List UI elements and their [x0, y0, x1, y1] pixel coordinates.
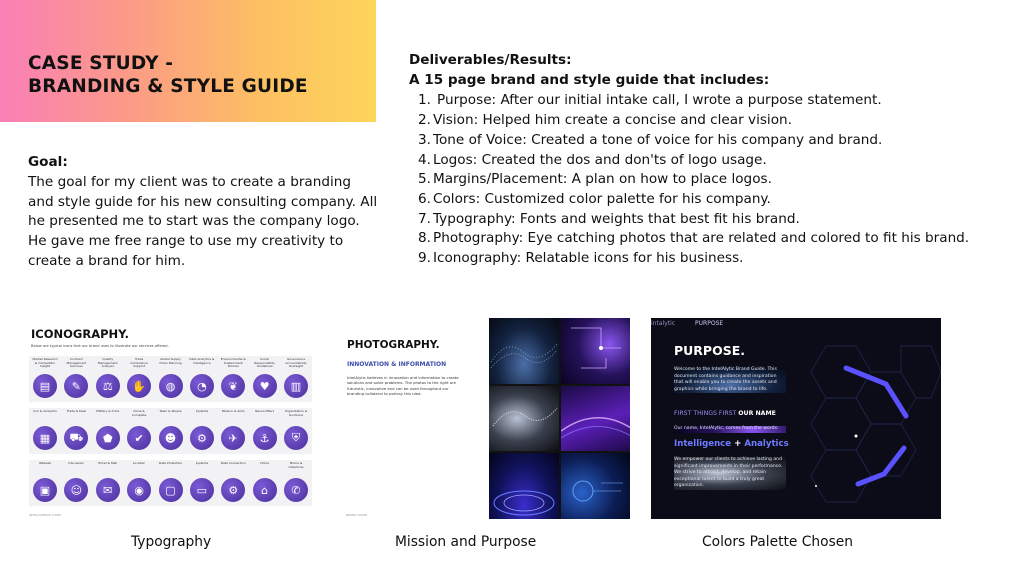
- lock-screen-icon: ▢: [159, 478, 183, 502]
- deliverable-item: [409, 91, 1019, 111]
- icon-cell: [158, 358, 184, 398]
- deliverable-item: [409, 190, 1019, 210]
- page-title-line2: BRANDING & STYLE GUIDE: [28, 76, 308, 97]
- deliverable-item: [409, 111, 1019, 131]
- icon-caption: Social Responsibility Guidelines: [254, 358, 275, 368]
- first-things-first: [674, 410, 776, 417]
- deliverable-number: 4.: [418, 151, 431, 168]
- icon-cell: [283, 462, 309, 502]
- iconography-title: ICONOGRAPHY.: [31, 327, 129, 341]
- icon-caption: Governance Accountability Oversight: [285, 358, 307, 368]
- icon-cell: [189, 462, 215, 502]
- phone-icon: ✆: [284, 478, 308, 502]
- deliverable-text: Vision: Helped him create a concise and clear vision.: [433, 112, 792, 129]
- photo-particle-wave: [489, 318, 559, 384]
- deliverables-section: [409, 51, 1019, 269]
- icon-cell: [95, 462, 121, 502]
- monitor-icon: ▭: [190, 478, 214, 502]
- contract-icon: ✎: [64, 374, 88, 398]
- iconography-thumbnail: [27, 318, 314, 519]
- deliverable-number: 1.: [418, 92, 431, 109]
- icon-cell: [126, 462, 152, 502]
- icon-cell: [252, 410, 278, 450]
- icon-cell: [189, 410, 215, 450]
- icon-cell: [63, 462, 89, 502]
- icon-cell: [126, 358, 152, 398]
- purpose-top-label: PURPOSE: [695, 320, 724, 327]
- icon-caption: Military & Arms: [96, 410, 120, 413]
- icon-caption: Phone & Cellphone: [288, 462, 304, 469]
- deliverable-number: 3.: [418, 131, 431, 148]
- map-icon: ⬟: [96, 426, 120, 450]
- icon-caption: Done & Complete: [131, 410, 147, 417]
- gear-icon: ⚙: [190, 426, 214, 450]
- icon-caption: Website: [39, 462, 51, 465]
- photo-blue-rings: [489, 453, 559, 519]
- word-analytics: Analytics: [744, 439, 789, 449]
- icon-caption: Discussion: [68, 462, 85, 465]
- icon-caption: Systems: [195, 462, 209, 465]
- deliverable-item: [409, 151, 1019, 171]
- check-icon: ✔: [127, 426, 151, 450]
- shield-icon: ⛨: [284, 426, 308, 450]
- icon-cell: [283, 358, 309, 398]
- deliverable-text: Photography: Eye catching photos that are related and colored to fit his brand.: [433, 230, 970, 247]
- iconography-footer: INTELLIGENCE GUIDE: [29, 513, 62, 517]
- purpose-brand: intalytic: [651, 320, 676, 327]
- icon-cell: [95, 410, 121, 450]
- deliverable-text: Iconography: Relatable icons for his business.: [433, 250, 744, 267]
- deliverable-item: [409, 249, 1019, 269]
- icon-row: [29, 460, 312, 506]
- deliverables-list: [409, 91, 1019, 268]
- people-icon: ☻: [159, 426, 183, 450]
- icon-caption: Data Protection: [158, 462, 183, 465]
- our-name-label: OUR NAME: [738, 410, 776, 417]
- first-things-label: FIRST THINGS FIRST: [674, 410, 737, 417]
- browser-icon: ▣: [33, 478, 57, 502]
- deliverable-text: Purpose: After our initial intake call, I wrote a purpose statement.: [437, 92, 882, 109]
- deliverable-text: Colors: Customized color palette for his company.: [433, 190, 771, 207]
- bar-chart-icon: ▦: [33, 426, 57, 450]
- ship-icon: ⚓: [253, 426, 277, 450]
- caption-mission: Mission and Purpose: [395, 534, 537, 550]
- hexagon-graphic: [786, 336, 941, 516]
- purpose-topbar: [651, 320, 723, 327]
- icon-cell: [32, 462, 58, 502]
- building-icon: ▥: [284, 374, 308, 398]
- leaf-icon: ❦: [221, 374, 245, 398]
- icon-caption: Location: [132, 462, 146, 465]
- photography-footer: BRAND GUIDE: [346, 513, 368, 517]
- icon-row: [29, 356, 312, 402]
- page-title: [28, 52, 308, 98]
- handshake-icon: ✋: [127, 374, 151, 398]
- purpose-thumbnail: [651, 318, 941, 519]
- icon-caption: Naval Affairs: [255, 410, 275, 413]
- icon-cell: [252, 462, 278, 502]
- icon-caption: Quality Management Analysis: [97, 358, 118, 368]
- icon-caption: Contract Management Services: [66, 358, 87, 368]
- purpose-title: PURPOSE.: [674, 343, 746, 358]
- iconography-subtitle: Below are typical icons that our brand uses to illustrate our services offered.: [31, 344, 169, 348]
- deliverable-number: 6.: [418, 190, 431, 207]
- icon-cell: [220, 410, 246, 450]
- mail-icon: ✉: [96, 478, 120, 502]
- analytics-icon: ◔: [190, 374, 214, 398]
- deliverable-number: 8.: [418, 230, 431, 247]
- deliverable-number: 2.: [418, 112, 431, 129]
- icon-caption: Systems: [195, 410, 209, 413]
- photo-grid: [489, 318, 630, 519]
- icon-grid: [29, 356, 312, 512]
- photography-title: PHOTOGRAPHY.: [347, 339, 440, 351]
- icon-caption: Global Supply Chain Planning: [159, 358, 182, 365]
- deliverable-number: 5.: [418, 171, 431, 188]
- photo-purple-circuit: [561, 318, 631, 384]
- photography-thumbnail: [344, 318, 489, 519]
- icon-cell: [32, 410, 58, 450]
- title-banner: [0, 0, 376, 122]
- icon-cell: [252, 358, 278, 398]
- deliverable-item: [409, 229, 1019, 249]
- deliverable-text: Margins/Placement: A plan on how to place logos.: [433, 171, 772, 188]
- intelligence-analytics: [674, 439, 789, 449]
- purpose-paragraph-2: Our name, IntelAlytic, comes from the words:: [674, 426, 786, 433]
- deliverable-text: Typography: Fonts and weights that best fit his brand.: [433, 210, 800, 227]
- photo-gray-particles: [489, 386, 559, 452]
- chart-doc-icon: ▤: [33, 374, 57, 398]
- pin-icon: ◉: [127, 478, 151, 502]
- icon-cell: [283, 410, 309, 450]
- cart-icon: ⛟: [64, 426, 88, 450]
- word-intelligence: Intelligence: [674, 439, 732, 449]
- icon-caption: Data Analytics & Intelligence: [189, 358, 215, 365]
- goal-section: [28, 153, 378, 272]
- icon-caption: Environmental & Sustainment Policies: [220, 358, 246, 368]
- icon-caption: Mission & Aims: [221, 410, 245, 413]
- purpose-paragraph-1: Welcome to the IntelAlytic Brand Guide. This document contains guidance and inspiration that will enable you to create the assets and graphics while bringing the brand to life.: [674, 367, 786, 393]
- icon-caption: Home: [260, 462, 270, 465]
- icon-cell: [63, 410, 89, 450]
- goal-heading: Goal:: [28, 154, 68, 170]
- photo-blue-tech: [561, 453, 631, 519]
- deliverables-heading: Deliverables/Results:: [409, 52, 572, 68]
- icon-cell: [32, 358, 58, 398]
- icon-caption: Team & People: [159, 410, 182, 413]
- icon-caption: Email & Mail: [98, 462, 118, 465]
- deliverables-subheading: A 15 page brand and style guide that includes:: [409, 71, 770, 88]
- deliverable-item: [409, 210, 1019, 230]
- photo-violet-lights: [561, 386, 631, 452]
- icon-cell: [158, 410, 184, 450]
- deliverable-item: [409, 131, 1019, 151]
- deliverable-text: Logos: Created the dos and don'ts of logo usage.: [433, 151, 767, 168]
- scale-icon: ⚖: [96, 374, 120, 398]
- plane-icon: ✈: [221, 426, 245, 450]
- caption-colors: Colors Palette Chosen: [702, 534, 854, 550]
- icon-cell: [126, 410, 152, 450]
- photography-subtitle: INNOVATION & INFORMATION: [347, 361, 447, 368]
- network-icon: ⚙: [221, 478, 245, 502]
- icon-cell: [220, 462, 246, 502]
- icon-cell: [95, 358, 121, 398]
- icon-caption: Trade Compliance Support: [130, 358, 148, 368]
- deliverable-number: 7.: [418, 210, 431, 227]
- purpose-paragraph-3: We empower our clients to achieve lasting and significant improvements in their performance. We strive to attract, develop, and retain exceptional talent to build a truly great organization.: [674, 457, 786, 490]
- page-title-line1: CASE STUDY -: [28, 53, 174, 74]
- icon-cell: [220, 358, 246, 398]
- icon-caption: Organization & Guidance: [284, 410, 308, 417]
- icon-cell: [189, 358, 215, 398]
- globe-icon: ◍: [159, 374, 183, 398]
- icon-cell: [158, 462, 184, 502]
- deliverable-item: [409, 170, 1019, 190]
- icon-row: [29, 408, 312, 454]
- photography-body: IntelAlytic believes in innovation and information to create solutions and solve problems. The photos to the right are futuristic, innovative and can be used throughout our branding collateral to portray this idea.: [347, 375, 459, 397]
- hand-heart-icon: ♥: [253, 374, 277, 398]
- plus-sign: +: [734, 439, 742, 449]
- icon-caption: Data Connection: [220, 462, 246, 465]
- icon-caption: Iron & Analytics: [33, 410, 57, 413]
- icon-cell: [63, 358, 89, 398]
- goal-text: The goal for my client was to create a branding and style guide for his new consulting company. All he presented me to start was the company logo. He gave me free range to use my creativity to create a brand for him.: [28, 173, 378, 269]
- icon-caption: Market Research & Competitor Insight: [32, 358, 58, 368]
- icon-caption: Trade & Deal: [66, 410, 87, 413]
- caption-typography: Typography: [131, 534, 212, 550]
- deliverable-number: 9.: [418, 250, 431, 267]
- home-icon: ⌂: [253, 478, 277, 502]
- deliverable-text: Tone of Voice: Created a tone of voice for his company and brand.: [433, 131, 883, 148]
- group-chat-icon: ☺: [64, 478, 88, 502]
